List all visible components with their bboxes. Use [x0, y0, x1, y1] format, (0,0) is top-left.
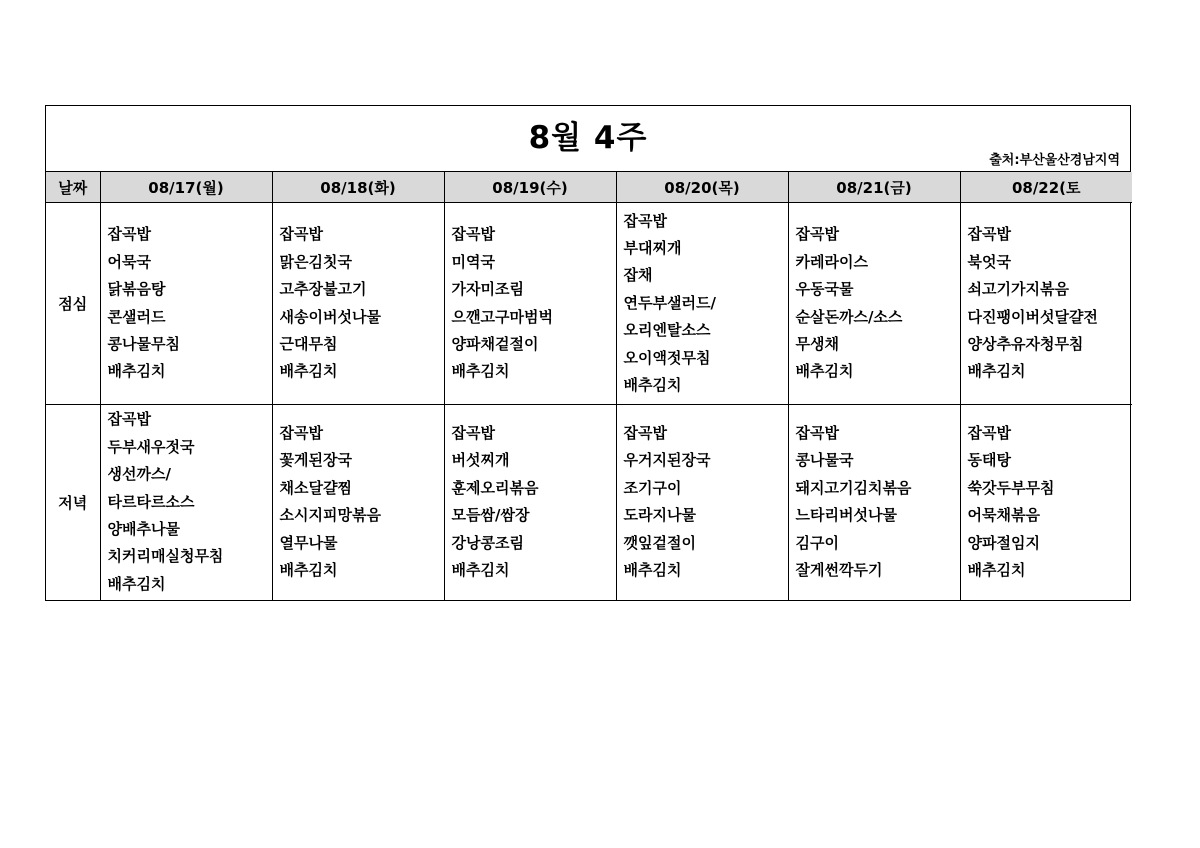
menu-item: 콩나물무침 — [107, 334, 180, 353]
menu-item: 무생채 — [795, 334, 839, 353]
menu-item: 연두부샐러드/ — [623, 293, 716, 312]
menu-item: 콩나물국 — [795, 451, 854, 470]
menu-cell — [444, 405, 616, 600]
menu-cell — [960, 203, 1132, 405]
menu-item: 치커리매실청무침 — [107, 547, 224, 566]
menu-item: 강낭콩조림 — [451, 533, 524, 552]
menu-item: 오이액젓무침 — [623, 348, 711, 367]
menu-cell — [788, 405, 960, 600]
menu-item: 타르타르소스 — [107, 492, 195, 511]
menu-item: 카레라이스 — [795, 252, 868, 271]
title-row — [46, 106, 1130, 172]
menu-item: 모듬쌈/쌈장 — [451, 506, 530, 525]
day-header: 08/20(목) — [616, 172, 788, 203]
menu-item: 소시지피망볶음 — [279, 506, 381, 525]
menu-item: 잡곡밥 — [451, 424, 495, 443]
menu-cell — [100, 203, 272, 405]
menu-item: 쑥갓두부무침 — [967, 478, 1055, 497]
day-header: 08/18(화) — [272, 172, 444, 203]
menu-item: 어묵채볶음 — [967, 506, 1040, 525]
menu-cell — [788, 203, 960, 405]
menu-item: 우동국물 — [795, 280, 854, 299]
day-header: 08/19(수) — [444, 172, 616, 203]
menu-item: 돼지고기김치볶음 — [795, 478, 912, 497]
menu-item: 닭볶음탕 — [107, 280, 166, 299]
menu-item: 고추장불고기 — [279, 280, 367, 299]
menu-item: 도라지나물 — [623, 506, 696, 525]
menu-item: 다진팽이버섯달걀전 — [967, 307, 1098, 326]
menu-item: 우거지된장국 — [623, 451, 711, 470]
menu-item: 잡곡밥 — [107, 410, 151, 429]
menu-item: 잡곡밥 — [623, 424, 667, 443]
date-label-header: 날짜 — [46, 172, 100, 203]
menu-item: 콘샐러드 — [107, 307, 166, 326]
menu-cell — [272, 405, 444, 600]
meal-label: 저녁 — [46, 405, 100, 600]
menu-item: 김구이 — [795, 533, 839, 552]
menu-item: 양파절임지 — [967, 533, 1040, 552]
menu-cell — [616, 405, 788, 600]
menu-item: 배추김치 — [967, 561, 1026, 580]
lunch-row — [46, 203, 1132, 405]
menu-item: 잡곡밥 — [967, 424, 1011, 443]
menu-item: 채소달걀찜 — [279, 478, 352, 497]
day-header: 08/17(월) — [100, 172, 272, 203]
menu-item: 조기구이 — [623, 478, 682, 497]
menu-cell — [272, 203, 444, 405]
menu-item: 양파채겉절이 — [451, 334, 539, 353]
menu-item: 오리엔탈소스 — [623, 321, 711, 340]
menu-item: 으깬고구마범벅 — [451, 307, 553, 326]
menu-cell — [960, 405, 1132, 600]
menu-item: 부대찌개 — [623, 238, 682, 257]
menu-item: 양배추나물 — [107, 519, 180, 538]
menu-item: 북엇국 — [967, 252, 1011, 271]
menu-item: 열무나물 — [279, 533, 338, 552]
menu-item: 배추김치 — [107, 362, 166, 381]
menu-item: 꽃게된장국 — [279, 451, 352, 470]
menu-item: 맑은김칫국 — [279, 252, 352, 271]
menu-item: 새송이버섯나물 — [279, 307, 381, 326]
menu-item: 잡곡밥 — [967, 225, 1011, 244]
menu-item: 잡곡밥 — [795, 225, 839, 244]
menu-item: 동태탕 — [967, 451, 1011, 470]
menu-item: 잡곡밥 — [451, 225, 495, 244]
menu-item: 배추김치 — [279, 561, 338, 580]
menu-item: 배추김치 — [107, 574, 166, 593]
menu-item: 배추김치 — [451, 362, 510, 381]
menu-table — [46, 172, 1132, 600]
menu-item: 느타리버섯나물 — [795, 506, 897, 525]
menu-item: 잡곡밥 — [279, 424, 323, 443]
menu-item: 두부새우젓국 — [107, 437, 195, 456]
menu-item: 배추김치 — [451, 561, 510, 580]
menu-item: 깻잎겉절이 — [623, 533, 696, 552]
menu-item: 배추김치 — [795, 362, 854, 381]
menu-cell — [444, 203, 616, 405]
menu-item: 잘게썬깍두기 — [795, 561, 883, 580]
menu-item: 순살돈까스/소스 — [795, 307, 903, 326]
menu-item: 잡곡밥 — [623, 211, 667, 230]
page-title: 8월 4주 — [528, 120, 648, 156]
meal-plan-sheet — [45, 105, 1131, 601]
dinner-row — [46, 405, 1132, 600]
menu-item: 쇠고기가지볶음 — [967, 280, 1069, 299]
menu-item: 훈제오리볶음 — [451, 478, 539, 497]
menu-item: 버섯찌개 — [451, 451, 510, 470]
menu-item: 어묵국 — [107, 252, 151, 271]
menu-item: 잡곡밥 — [795, 424, 839, 443]
source-note: 출처:부산울산경남지역 — [989, 153, 1120, 168]
menu-item: 가자미조림 — [451, 280, 524, 299]
menu-item: 생선까스/ — [107, 465, 171, 484]
menu-item: 배추김치 — [623, 376, 682, 395]
menu-item: 잡채 — [623, 266, 653, 285]
menu-item: 배추김치 — [967, 362, 1026, 381]
header-row — [46, 172, 1132, 203]
menu-item: 근대무침 — [279, 334, 338, 353]
menu-item: 잡곡밥 — [279, 225, 323, 244]
menu-item: 미역국 — [451, 252, 495, 271]
menu-cell — [616, 203, 788, 405]
day-header: 08/22(토 — [960, 172, 1132, 203]
menu-item: 양상추유자청무침 — [967, 334, 1084, 353]
meal-label: 점심 — [46, 203, 100, 405]
menu-item: 잡곡밥 — [107, 225, 151, 244]
menu-item: 배추김치 — [623, 561, 682, 580]
menu-item: 배추김치 — [279, 362, 338, 381]
day-header: 08/21(금) — [788, 172, 960, 203]
menu-cell — [100, 405, 272, 600]
